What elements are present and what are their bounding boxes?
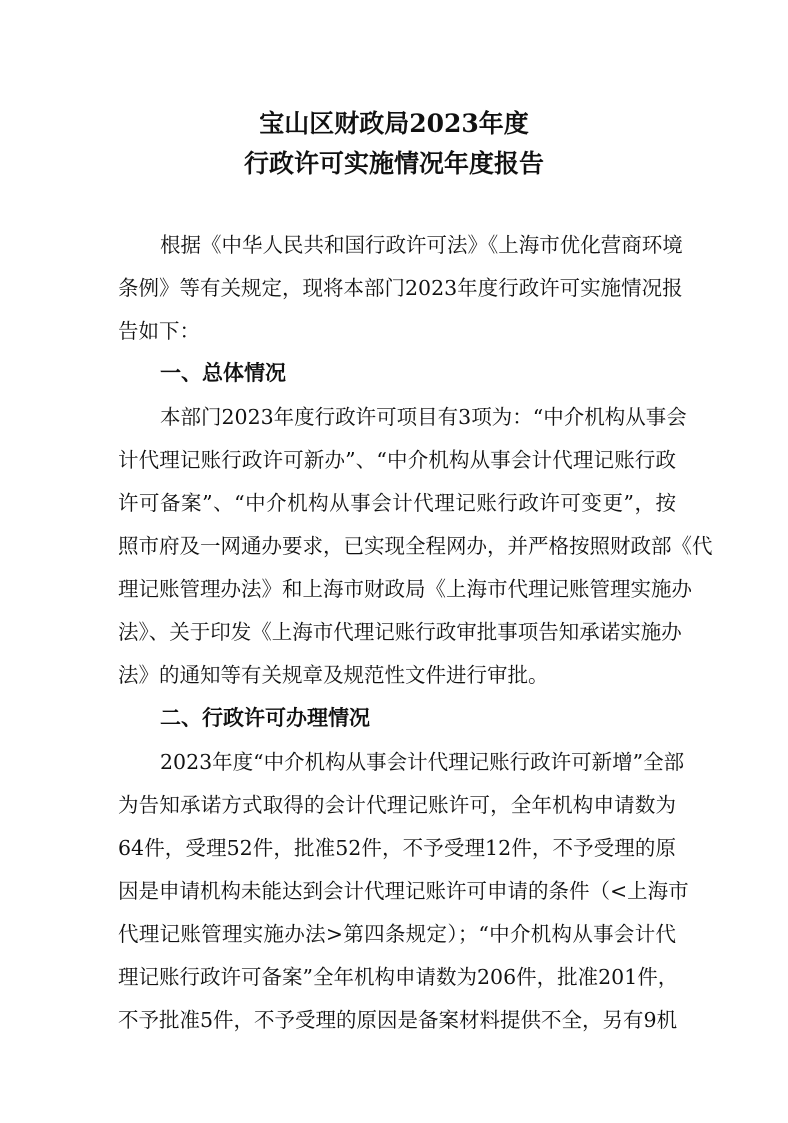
paragraph-line: 代理记账管理实施办法>第四条规定）；“中介机构从事会计代 [118,922,676,946]
paragraph-line: 本部门2023年度行政许可项目有3项为：“中介机构从事会 [160,405,687,429]
paragraph-line: 不予批准5件，不予受理的原因是备案材料提供不全，另有9机 [118,1008,678,1032]
paragraph-line: 许可备案”、“中介机构从事会计代理记账行政许可变更”，按 [118,491,676,515]
paragraph-line: 法》的通知等有关规章及规范性文件进行审批。 [118,663,549,687]
section-heading-processing: 二、行政许可办理情况 [160,705,370,730]
paragraph-line: 照市府及一网通办要求，已实现全程网办，并严格按照财政部《代 [118,534,713,558]
paragraph-line: 2023年度“中介机构从事会计代理记账行政许可新增”全部 [160,750,685,774]
paragraph-line: 64件，受理52件，批准52件，不予受理12件，不予受理的原 [118,836,676,860]
paragraph-line: 计代理记账行政许可新办”、“中介机构从事会计代理记账行政 [118,448,676,472]
intro-line: 条例》等有关规定，现将本部门2023年度行政许可实施情况报 [118,276,683,300]
paragraph-line: 法》、关于印发《上海市代理记账行政审批事项告知承诺实施办 [118,620,682,644]
intro-line: 告如下： [118,319,200,343]
paragraph-line: 因是申请机构未能达到会计代理记账许可申请的条件（<上海市 [118,879,689,903]
paragraph-line: 理记账管理办法》和上海市财政局《上海市代理记账管理实施办 [118,577,692,601]
document-title-line-1: 宝山区财政局2023年度 [259,109,529,138]
paragraph-line: 为告知承诺方式取得的会计代理记账许可，全年机构申请数为 [118,793,676,817]
document-title-line-2: 行政许可实施情况年度报告 [243,149,544,178]
paragraph-line: 理记账行政许可备案”全年机构申请数为206件，批准201件， [118,965,679,989]
section-heading-overview: 一、总体情况 [160,360,286,385]
intro-line: 根据《中华人民共和国行政许可法》《上海市优化营商环境 [160,233,683,257]
